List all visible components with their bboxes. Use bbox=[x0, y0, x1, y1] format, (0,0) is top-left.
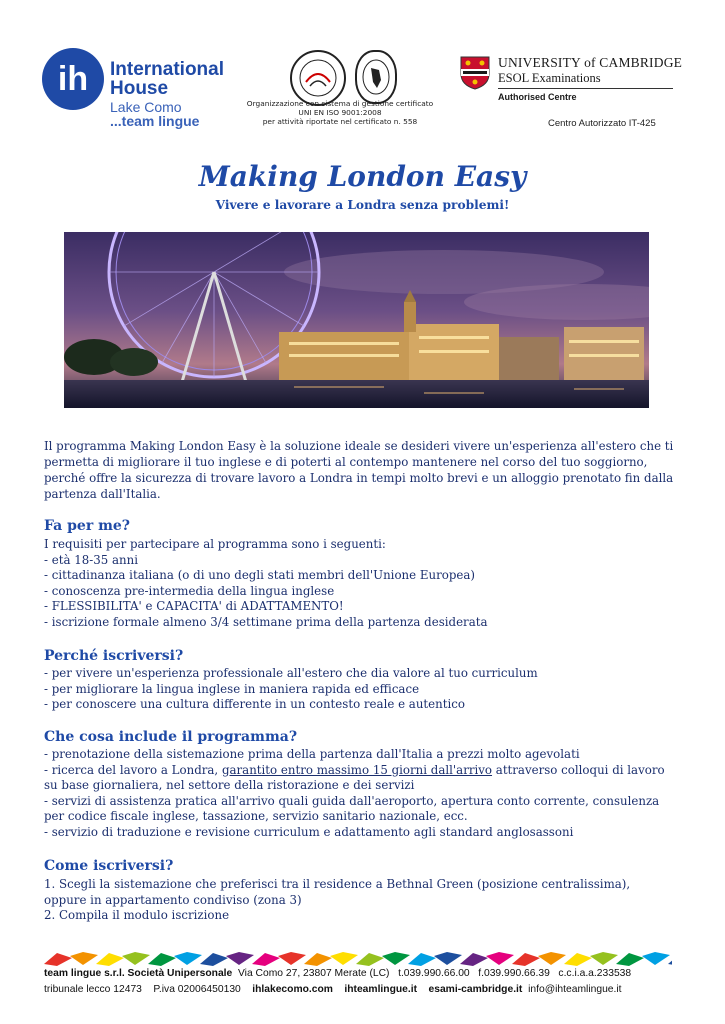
list-item: - per migliorare la lingua inglese in maniera rapida ed efficace bbox=[44, 681, 420, 696]
stripe-segment bbox=[512, 953, 540, 966]
stripe-segment bbox=[174, 952, 202, 965]
stripe-segment bbox=[538, 952, 566, 965]
list-item: - iscrizione formale almeno 3/4 settimane prima della partenza desiderata bbox=[44, 614, 488, 629]
stripe-segment bbox=[642, 952, 670, 965]
ih-logo-mark: ih bbox=[57, 60, 89, 98]
list-item: - per conoscere una cultura differente in un contesto reale e autentico bbox=[44, 697, 465, 712]
stripe-segment bbox=[278, 952, 306, 965]
centro-autorizzato: Centro Autorizzato IT-425 bbox=[548, 118, 656, 129]
ih-wordmark bbox=[110, 60, 224, 128]
section-heading-include: Che cosa include il programma? bbox=[44, 729, 298, 745]
footer-address: Via Como 27, 23807 Merate (LC) bbox=[238, 968, 390, 979]
footer-cciaa: c.c.i.a.a.233538 bbox=[558, 968, 632, 979]
stripe-segment bbox=[382, 952, 410, 965]
footer-line-1 bbox=[44, 968, 684, 979]
footer-email[interactable]: info@ihteamlingue.it bbox=[528, 984, 622, 995]
decorative-stripe bbox=[44, 951, 672, 965]
ih-line2: House bbox=[110, 78, 169, 99]
stripe-segment bbox=[200, 953, 228, 966]
ih-line4: ...team lingue bbox=[110, 113, 200, 129]
ih-line3: Lake Como bbox=[110, 99, 182, 115]
stripe-segment bbox=[616, 953, 644, 966]
certification-text bbox=[240, 99, 440, 126]
list-item: - servizi di assistenza pratica all'arrivo quali guida dall'aeroporto, apertura conto corrente, consulenza per codice fiscale inglese, tassazione, servizio sanitario nazionale, ecc. bbox=[44, 793, 660, 824]
stripe-segment bbox=[564, 953, 592, 966]
certification-seal-icon bbox=[290, 50, 346, 106]
list-item: - conoscenza pre-intermedia della lingua inglese bbox=[44, 583, 335, 598]
london-eye-photo bbox=[64, 232, 649, 408]
stripe-segment bbox=[252, 953, 280, 966]
cert-line3: per attività riportate nel certificato n. 558 bbox=[262, 117, 418, 126]
list-item: - cittadinanza italiana (o di uno degli stati membri dell'Unione Europea) bbox=[44, 568, 475, 583]
cambridge-crest-icon bbox=[460, 56, 490, 90]
stripe-segment bbox=[70, 952, 98, 965]
footer-site-ihlakecomo[interactable]: ihlakecomo.com bbox=[252, 984, 333, 995]
footer-site-esami[interactable]: esami-cambridge.it bbox=[428, 984, 523, 995]
page-title: Making London Easy bbox=[198, 160, 527, 193]
cambridge-divider bbox=[498, 88, 673, 89]
stripe-segment bbox=[304, 953, 332, 966]
cert-line2: UNI EN ISO 9001:2008 bbox=[298, 108, 382, 117]
footer-piva: P.iva 02006450130 bbox=[153, 984, 241, 995]
include-list bbox=[44, 747, 674, 841]
intro-paragraph: Il programma Making London Easy è la soluzione ideale se desideri vivere un'esperienza all'estero che ti permetta di migliorare il tuo inglese e di poterti al contempo mantenere nel corso del tuo soggiorno, perché offre la sicurezza di trovare lavoro a Londra in tempi molto brevi e un alloggio prenotato fin dalla partenza dall'Italia. bbox=[44, 439, 674, 501]
footer-site-ihteamlingue[interactable]: ihteamlingue.it bbox=[344, 984, 418, 995]
footer-line-2 bbox=[44, 984, 684, 995]
list-item-text: - ricerca del lavoro a Londra, bbox=[44, 762, 222, 777]
list-item: - servizio di traduzione e revisione curriculum e adattamento agli standard anglosassoni bbox=[44, 824, 574, 839]
stripe-segment bbox=[356, 953, 384, 966]
footer-tribunale: tribunale lecco 12473 bbox=[44, 984, 142, 995]
list-item: - età 18-35 anni bbox=[44, 552, 139, 567]
ih-logo bbox=[42, 48, 104, 110]
list-item: 2. Compila il modulo iscrizione bbox=[44, 908, 230, 923]
cert-line1: Organizzazione con sistema di gestione certificato bbox=[246, 99, 434, 108]
come-list bbox=[44, 877, 659, 924]
section-heading-fa-per-me: Fa per me? bbox=[44, 518, 130, 534]
section-heading-perche: Perché iscriversi? bbox=[44, 648, 184, 664]
stripe-segment bbox=[590, 952, 618, 965]
guarantee-highlight: garantito entro massimo 15 giorni dall'arrivo bbox=[221, 762, 493, 777]
perche-list bbox=[44, 666, 684, 713]
accredia-seal-icon bbox=[355, 50, 397, 104]
footer-fax: f.039.990.66.39 bbox=[478, 968, 550, 979]
stripe-segment bbox=[460, 953, 488, 966]
footer-company: team lingue s.r.l. Società Unipersonale bbox=[44, 968, 233, 979]
stripe-segment bbox=[44, 953, 72, 966]
footer-tel: t.039.990.66.00 bbox=[398, 968, 470, 979]
ih-line1: International bbox=[110, 59, 225, 80]
section-heading-come: Come iscriversi? bbox=[44, 858, 174, 874]
list-item: 1. Scegli la sistemazione che preferisci tra il residence a Bethnal Green (posizione centralissima), oppure in appartamento condiviso (zona 3) bbox=[44, 877, 631, 907]
stripe-segment bbox=[486, 952, 514, 965]
list-item-text: attraverso colloqui di lavoro su base giornaliera, nel settore della ristorazione e dei servizi bbox=[44, 762, 665, 793]
stripe-segment bbox=[226, 952, 254, 965]
page-subtitle: Vivere e lavorare a Londra senza problemi! bbox=[215, 198, 510, 212]
stripe-segment bbox=[122, 952, 150, 965]
cambridge-title: UNIVERSITY of CAMBRIDGE bbox=[498, 55, 683, 70]
list-item bbox=[44, 763, 674, 794]
list-item: - per vivere un'esperienza professionale all'estero che dia valore al tuo curriculum bbox=[44, 666, 538, 680]
list-item: - FLESSIBILITA' e CAPACITA' di ADATTAMENTO! bbox=[44, 599, 344, 614]
stripe-segment bbox=[96, 953, 124, 966]
list-item: - prenotazione della sistemazione prima della partenza dall'Italia a prezzi molto agevolati bbox=[44, 747, 580, 761]
stripe-segment bbox=[148, 953, 176, 966]
cambridge-authorised: Authorised Centre bbox=[498, 92, 577, 102]
fa-per-me-list bbox=[44, 537, 684, 631]
list-item: I requisiti per partecipare al programma sono i seguenti: bbox=[44, 537, 386, 551]
stripe-segment bbox=[330, 952, 358, 965]
stripe-segment bbox=[408, 953, 436, 966]
cambridge-subtitle: ESOL Examinations bbox=[498, 71, 601, 85]
stripe-segment bbox=[434, 952, 462, 965]
